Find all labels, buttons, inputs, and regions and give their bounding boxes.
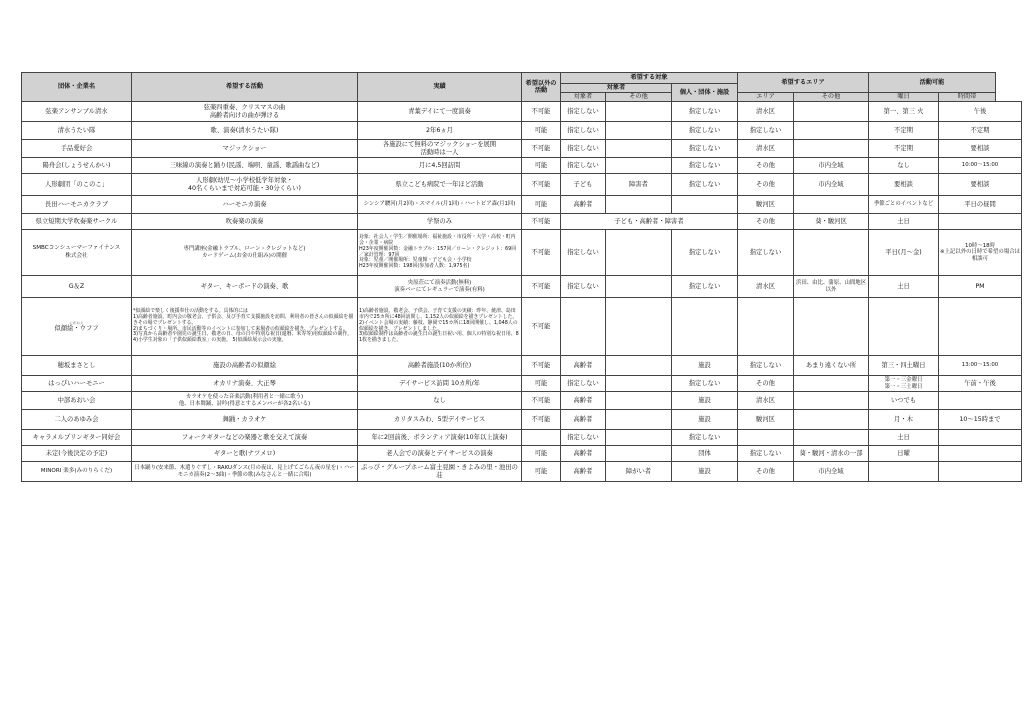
other-activity-cell: 可能 [522, 122, 561, 140]
header-target-other: その他 [606, 93, 672, 102]
target-cell: 指定しない [561, 230, 606, 276]
other-activity-cell: 可能 [522, 446, 561, 462]
target-other-cell [606, 158, 672, 174]
activity-cell: 日本踊り(安来節、木遣りぐずし・RAKUダンス(月の夜は、見上げてごらん夜の星を)・ハーモニカ演奏(2～3曲)・季節の歌(みなさんと一緒に合唱) [132, 462, 358, 482]
org-name-cell [22, 158, 132, 174]
org-name-cell [22, 214, 132, 230]
header-other-activity: 希望以外の活動 [522, 73, 561, 102]
record-cell: 各施設にて無料のマジックショーを展開 活動時は一人 [358, 140, 522, 158]
target-cell: 指定しない [561, 376, 606, 392]
org-name-text: G＆Z [68, 282, 85, 290]
header-day: 曜日 [869, 93, 939, 102]
time-cell: 10時～18時 ※上記以外の日時で希望の場合は相談可 [939, 230, 1022, 276]
org-name-cell [22, 410, 132, 430]
area-cell: その他 [738, 174, 794, 196]
header-target-group: 希望する対象 [561, 73, 738, 84]
table-row [22, 102, 1022, 122]
activity-cell: オカリナ演奏、大正琴 [132, 376, 358, 392]
org-name-cell [22, 102, 132, 122]
record-cell: 高齢者施設(10か所位) [358, 356, 522, 376]
header-time: 時間帯 [939, 93, 996, 102]
activity-cell: 人形劇(幼児～小学校低学年対象・ 40名くらいまで対応可能・30分くらい) [132, 174, 358, 196]
header-activity: 希望する活動 [132, 73, 358, 102]
area-cell: 清水区 [738, 276, 794, 298]
time-cell: 10～15時まで [939, 410, 1022, 430]
org-name-text: 人形劇団「のこのこ」 [45, 180, 108, 188]
individual-cell: 施設 [672, 392, 738, 410]
area-cell: 清水区 [738, 392, 794, 410]
header-target: 対象者 [561, 84, 672, 93]
target-other-cell [606, 196, 672, 214]
org-name-text: 穂坂まさとし [57, 361, 96, 369]
target-other-cell [606, 122, 672, 140]
target-other-cell [606, 276, 672, 298]
individual-cell: 指定しない [672, 430, 738, 446]
area-cell [738, 298, 794, 356]
area-cell: 清水区 [738, 140, 794, 158]
time-cell [939, 462, 1022, 482]
record-cell: 学祭のみ [358, 214, 522, 230]
area-other-cell: 浜田、由比、蒲原、山間地区以外 [794, 276, 869, 298]
header-individual: 個人・団体・施設 [672, 84, 738, 102]
individual-cell: 指定しない [672, 122, 738, 140]
target-cell: 高齢者 [561, 356, 606, 376]
day-cell: 要相談 [869, 174, 939, 196]
org-name-cell [22, 196, 132, 214]
day-cell [869, 462, 939, 482]
area-other-cell: 市内全域 [794, 462, 869, 482]
table-row [22, 462, 1022, 482]
table-row [22, 140, 1022, 158]
table-row [22, 430, 1022, 446]
day-cell: 第三・四土曜日 [869, 356, 939, 376]
activity-cell: ギターと歌(ナツメロ) [132, 446, 358, 462]
volunteer-list-table [21, 72, 1022, 482]
org-name-cell [22, 356, 132, 376]
record-cell: 県立こども病院で一年ほど活動 [358, 174, 522, 196]
record-cell: 央原荘にて演奏活動(無料) 演奏バーにてレギュラーで演奏(有料) [358, 276, 522, 298]
time-cell: 要相談 [939, 174, 1022, 196]
day-cell: 季節ごとのイベントなど [869, 196, 939, 214]
time-cell: 午前・午後 [939, 376, 1022, 392]
org-name-text: 長田ハーモニカクラブ [45, 200, 108, 208]
other-activity-cell: 不可能 [522, 356, 561, 376]
day-cell: 不定期 [869, 122, 939, 140]
activity-cell: 吹奏楽の演奏 [132, 214, 358, 230]
target-other-cell [606, 446, 672, 462]
area-other-cell: 市内全域 [794, 158, 869, 174]
org-name-text: 二人のあゆみ会 [54, 415, 99, 423]
record-cell: 2年6ヵ月 [358, 122, 522, 140]
header-area: エリア [738, 93, 794, 102]
day-cell: 土日 [869, 430, 939, 446]
activity-cell: *似顔絵で楽しく後援奉仕の活動をする。具体的には 1)高齢者施設、町内会の敬老会、子供会、及び手育て支援施設を訪問、利用者の皆さんの似顔絵を描きその場でプレゼントする。 2)まちづくり・場所、市民活動等のイベントに参加して来場者の似顔絵を描き、プレゼントする。 3)写真から高齢者や園児の誕生日、敬老の日、母の日や特別な祝日(還暦、米寿等)用似顔絵の制作。 4)小学生対象の「子供似顔絵教室」の実施。 5)似顔絵展示会の実施。 [132, 298, 358, 356]
header-avail-group: 活動可能 [869, 73, 996, 93]
individual-cell: 指定しない [672, 102, 738, 122]
record-cell: デイサービス訪問 10カ所/年 [358, 376, 522, 392]
target-other-cell [606, 298, 672, 356]
target-cell: 高齢者 [561, 462, 606, 482]
activity-cell: 弦楽四重奏、クリスマスの曲 高齢者向けの曲が弾ける [132, 102, 358, 122]
area-other-cell: 葵・駿河・清水の一部 [794, 446, 869, 462]
day-cell: 日曜 [869, 446, 939, 462]
org-name-cell [22, 298, 132, 356]
individual-cell: 指定しない [672, 174, 738, 196]
volunteer-table-sheet [21, 72, 1021, 482]
header-target-sub: 対象者 [561, 93, 606, 102]
time-cell [939, 392, 1022, 410]
org-name-text: 陽舟会(しょうせんかい) [42, 161, 111, 169]
org-name-cell [22, 446, 132, 462]
other-activity-cell: 不可能 [522, 102, 561, 122]
org-name-cell [22, 140, 132, 158]
area-other-cell [794, 410, 869, 430]
table-row [22, 276, 1022, 298]
area-other-cell [794, 376, 869, 392]
individual-cell: 指定しない [672, 376, 738, 392]
individual-cell: 指定しない [672, 140, 738, 158]
day-cell: 土日 [869, 276, 939, 298]
day-cell: なし [869, 158, 939, 174]
org-name-text: キャラメルプリンギター同好会 [32, 433, 121, 441]
time-cell: 午後 [939, 102, 1022, 122]
table-row [22, 446, 1022, 462]
other-activity-cell: 可能 [522, 462, 561, 482]
day-cell [869, 298, 939, 356]
area-cell: 指定しない [738, 356, 794, 376]
target-other-cell [606, 102, 672, 122]
target-other-cell [606, 392, 672, 410]
record-cell: 年に2回前後、ボランティア演奏(10年以上演奏) [358, 430, 522, 446]
org-name-cell [22, 276, 132, 298]
individual-cell: 施設 [672, 356, 738, 376]
individual-cell: 指定しない [672, 230, 738, 276]
other-activity-cell: 不可能 [522, 230, 561, 276]
other-activity-cell [522, 430, 561, 446]
org-name-text: 未定(今後決定の予定) [45, 449, 108, 457]
target-cell: 指定しない [561, 102, 606, 122]
org-name-cell [22, 392, 132, 410]
other-activity-cell: 不可能 [522, 174, 561, 196]
record-cell: シンシア駿河(月2回)・スマイル(月1回)・ハートピア森(月1回) [358, 196, 522, 214]
table-row [22, 356, 1022, 376]
target-other-cell [606, 410, 672, 430]
activity-cell: ギター、キーボードの演奏、歌 [132, 276, 358, 298]
area-other-cell [794, 298, 869, 356]
target-cell: 指定しない [561, 122, 606, 140]
area-other-cell: 葵・駿河区 [794, 214, 869, 230]
area-other-cell [794, 430, 869, 446]
day-cell: 第一・三金曜日 第一・三土曜日 [869, 376, 939, 392]
table-row [22, 158, 1022, 174]
area-other-cell: あまり遠くない所 [794, 356, 869, 376]
table-row [22, 196, 1022, 214]
area-cell: その他 [738, 376, 794, 392]
area-cell: その他 [738, 462, 794, 482]
org-name-text: 清水うたい隊 [57, 126, 96, 134]
record-cell: 青葉デイにて一度演奏 [358, 102, 522, 122]
activity-cell: カラオケを使った音楽活動(利用者と一緒に歌う) 他、日本舞踊、詩吟(得意とするメンバーが各2名いる) [132, 392, 358, 410]
org-name-ruby: にがおえ [69, 320, 84, 325]
table-row [22, 410, 1022, 430]
header-record: 実績 [358, 73, 522, 102]
activity-cell: 専門講座(金融トラブル、ローン・クレジットなど) カードゲーム(お金の仕組み)の開催 [132, 230, 358, 276]
header-blank [996, 73, 1022, 102]
header-org: 団体・企業名 [22, 73, 132, 102]
individual-cell [672, 298, 738, 356]
activity-cell: マジックショー [132, 140, 358, 158]
time-cell: 不定期 [939, 122, 1022, 140]
table-row [22, 230, 1022, 276]
activity-cell: 歌、演奏(清水うたい隊) [132, 122, 358, 140]
target-other-cell [606, 230, 672, 276]
org-name-text: 手品愛好会 [60, 144, 93, 152]
individual-cell: 団体 [672, 446, 738, 462]
header-area-group: 希望するエリア [738, 73, 869, 93]
target-other-cell [606, 430, 672, 446]
org-name-text: MINORI 楽多(みのりらくだ) [40, 467, 113, 474]
record-cell: 対象：社会人・学生／開催場所：福祉施設・市役所・大学・高校・町内会・企業・病院 H23年度開催回数：金融トラブル：157回／ローン・クレジット：69回／家計管理：97回 対象：児童／開催場所：児童館・子ども会・小学校 H23年度開催回数：198回(参加者人数：1,975名) [358, 230, 522, 276]
target-other-cell: 障害者 [606, 174, 672, 196]
day-cell: 不定期 [869, 140, 939, 158]
table-row [22, 392, 1022, 410]
target-cell: 指定しない [561, 430, 606, 446]
table-row [22, 174, 1022, 196]
org-name-text: 県立短期大学吹奏楽サークル [35, 217, 118, 225]
time-cell: 13:00～15:00 [939, 356, 1022, 376]
target-cell: 指定しない [561, 158, 606, 174]
table-row [22, 376, 1022, 392]
org-name-text: 似顔絵・ウフフ [54, 324, 99, 332]
org-name-cell [22, 174, 132, 196]
org-name-cell [22, 462, 132, 482]
day-cell: 平日(月～金) [869, 230, 939, 276]
org-name-cell [22, 230, 132, 276]
other-activity-cell: 不可能 [522, 214, 561, 230]
individual-cell: 施設 [672, 462, 738, 482]
time-cell [939, 446, 1022, 462]
record-cell: ぷっぴ・グループホーム富士見園・きよみの里・池田の荘 [358, 462, 522, 482]
record-cell: カリタスみわ、5型デイサービス [358, 410, 522, 430]
org-name-text: SMBCコンシューマーファイナンス 株式会社 [32, 245, 121, 259]
area-cell: 駿河区 [738, 410, 794, 430]
target-cell: 子ども [561, 174, 606, 196]
org-name-text: 弦楽アンサンブル清水 [45, 107, 108, 115]
record-cell: なし [358, 392, 522, 410]
other-activity-cell: 不可能 [522, 140, 561, 158]
activity-cell: 三味線の演奏と踊り(民謡、端唄、童謡、歌謡曲など) [132, 158, 358, 174]
area-cell [738, 430, 794, 446]
individual-cell: 指定しない [672, 276, 738, 298]
activity-cell: 舞踊・カラオケ [132, 410, 358, 430]
day-cell: いつでも [869, 392, 939, 410]
target-cell: 指定しない [561, 140, 606, 158]
area-other-cell [794, 102, 869, 122]
target-cell: 高齢者 [561, 196, 606, 214]
area-other-cell [794, 392, 869, 410]
table-row [22, 298, 1022, 356]
area-cell: 清水区 [738, 102, 794, 122]
other-activity-cell: 可能 [522, 196, 561, 214]
target-merged-cell: 子ども・高齢者・障害者 [561, 214, 738, 230]
target-other-cell: 障がい者 [606, 462, 672, 482]
time-cell [939, 214, 1022, 230]
target-cell: 指定しない [561, 276, 606, 298]
area-cell: 指定しない [738, 122, 794, 140]
table-row [22, 214, 1022, 230]
record-cell: 老人会での演奏とデイサービスの演奏 [358, 446, 522, 462]
table-body [22, 102, 1022, 482]
individual-cell [672, 196, 738, 214]
area-other-cell [794, 230, 869, 276]
org-name-cell [22, 430, 132, 446]
area-cell: 駿河区 [738, 196, 794, 214]
area-cell: 指定しない [738, 230, 794, 276]
area-other-cell [794, 140, 869, 158]
target-other-cell [606, 140, 672, 158]
day-cell: 土日 [869, 214, 939, 230]
area-other-cell [794, 122, 869, 140]
area-cell: 指定しない [738, 446, 794, 462]
org-name-cell [22, 376, 132, 392]
table-row [22, 122, 1022, 140]
individual-cell: 施設 [672, 410, 738, 430]
day-cell: 月・木 [869, 410, 939, 430]
activity-cell: フォークギターなどの楽器と歌を交えて演奏 [132, 430, 358, 446]
area-other-cell [794, 196, 869, 214]
table-header [22, 73, 1022, 102]
time-cell: 平日の昼間 [939, 196, 1022, 214]
record-cell: 1)高齢者施設、敬老会、子供会、子育て支援の実績：昨年、焼津、島田市内で25カ所に48回訪問し、1,152人の似顔絵を描きプレゼントした。 2)イベント会場の実績：藤枝、静岡で15カ所に18回開催し、1,048人の似顔絵を描き、プレゼントしました。 3)似顔絵制作は高齢者の誕生日の誕生日祝い用、個人の特別な祝日用、81枚を描きました。 [358, 298, 522, 356]
activity-cell: 施設の高齢者の似顔絵 [132, 356, 358, 376]
other-activity-cell: 不可能 [522, 392, 561, 410]
individual-cell: 指定しない [672, 158, 738, 174]
org-name-cell [22, 122, 132, 140]
area-other-cell: 市内全域 [794, 174, 869, 196]
target-cell [561, 298, 606, 356]
other-activity-cell: 不可能 [522, 410, 561, 430]
header-area-other: その他 [794, 93, 869, 102]
other-activity-cell: 不可能 [522, 298, 561, 356]
target-cell: 高齢者 [561, 410, 606, 430]
record-cell: 月に4,5回訪問 [358, 158, 522, 174]
area-cell: その他 [738, 214, 794, 230]
other-activity-cell: 不可能 [522, 276, 561, 298]
time-cell [939, 298, 1022, 356]
time-cell: PM [939, 276, 1022, 298]
time-cell: 10:00～15:00 [939, 158, 1022, 174]
other-activity-cell: 可能 [522, 158, 561, 174]
time-cell: 要相談 [939, 140, 1022, 158]
target-cell: 高齢者 [561, 446, 606, 462]
activity-cell: ハーモニカ演奏 [132, 196, 358, 214]
other-activity-cell: 可能 [522, 376, 561, 392]
org-name-text: はっぴいハーモニー [48, 379, 105, 387]
day-cell: 第一、第三 火 [869, 102, 939, 122]
area-cell: その他 [738, 158, 794, 174]
target-other-cell [606, 376, 672, 392]
target-cell: 高齢者 [561, 392, 606, 410]
org-name-text: 中部あおい会 [57, 396, 96, 404]
target-other-cell [606, 356, 672, 376]
time-cell [939, 430, 1022, 446]
